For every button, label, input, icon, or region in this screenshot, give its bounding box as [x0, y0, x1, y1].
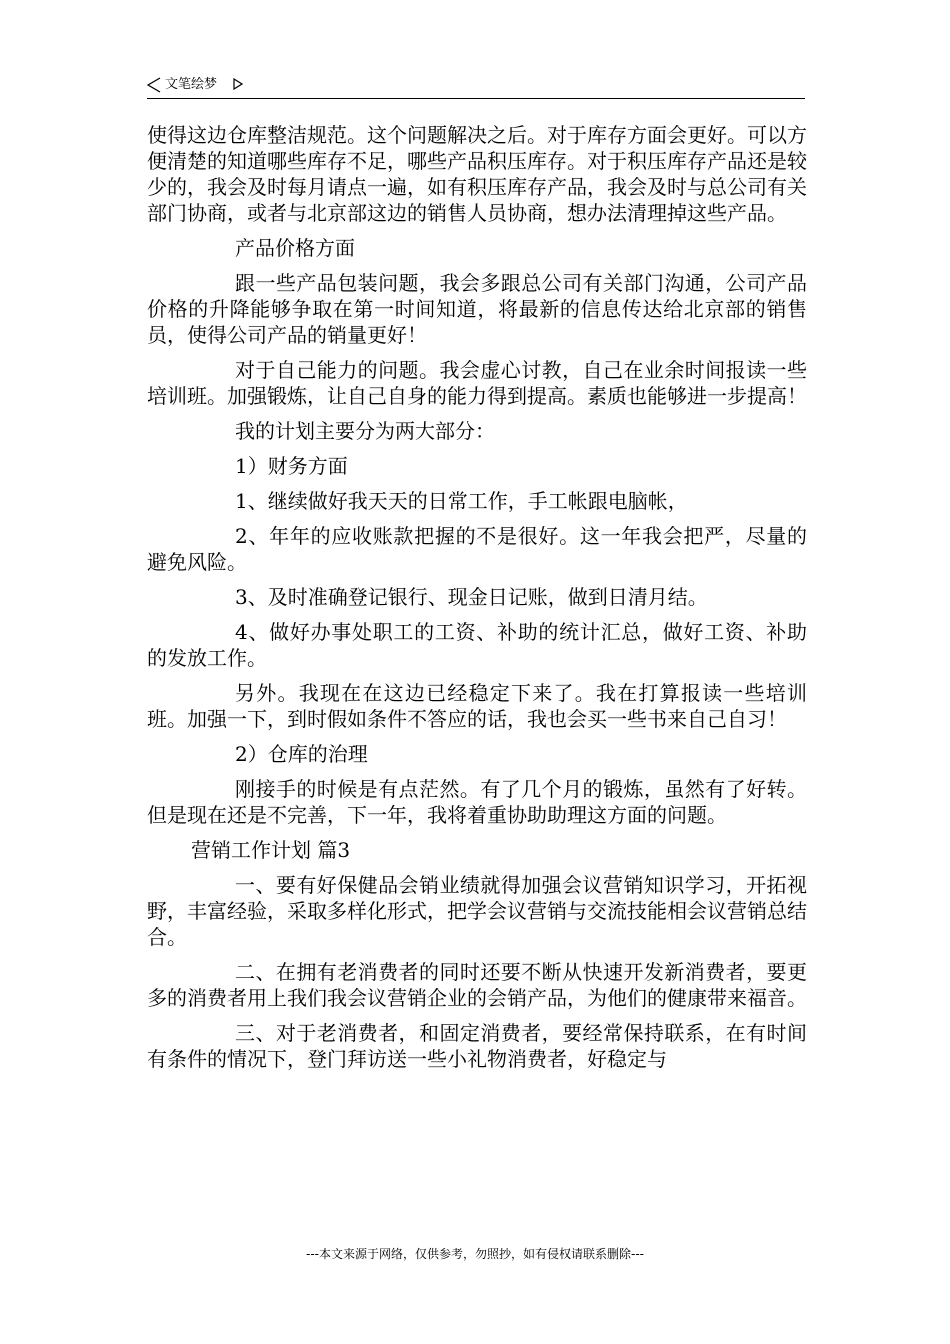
list-item: 2、年年的应收账款把握的不是很好。这一年我会把严，尽量的避免风险。: [147, 524, 807, 574]
page-header: [147, 74, 805, 99]
section-title: 营销工作计划 篇3: [191, 838, 351, 862]
section-heading: 1）财务方面: [235, 454, 348, 478]
list-item: 3、及时准确登记银行、现金日记账，做到日清月结。: [235, 585, 708, 609]
header-title: 文笔绘梦: [165, 77, 218, 92]
list-item: 1、继续做好我天天的日常工作，手工帐跟电脑帐，: [235, 489, 688, 513]
paragraph: 跟一些产品包装问题，我会多跟总公司有关部门沟通，公司产品价格的升降能够争取在第一时间知道，将最新的信息传达给北京部的销售员，使得公司产品的销量更好！: [147, 271, 807, 347]
paragraph: 一、要有好保健品会销业绩就得加强会议营销知识学习，开拓视野，丰富经验，采取多样化形式，把学会议营销与交流技能相会议营销总结合。: [147, 873, 807, 949]
section-heading: 产品价格方面: [235, 236, 355, 260]
paragraph: 使得这边仓库整洁规范。这个问题解决之后。对于库存方面会更好。可以方便清楚的知道哪些库存不足，哪些产品积压库存。对于积压库存产品还是较少的，我会及时每月请点一遍，如有积压库存产品，我会及时与总公司有关部门协商，或者与北京部这边的销售人员协商，想办法清理掉这些产品。: [147, 123, 807, 225]
paragraph: 刚接手的时候是有点茫然。有了几个月的锻炼，虽然有了好转。但是现在还是不完善，下一年，我将着重协助助理这方面的问题。: [147, 777, 807, 827]
paragraph: 对于自己能力的问题。我会虚心讨教，自己在业余时间报读一些培训班。加强锻炼，让自己自身的能力得到提高。素质也能够进一步提高！: [147, 358, 807, 408]
section-heading: 2）仓库的治理: [235, 742, 368, 766]
paragraph: 另外。我现在在这边已经稳定下来了。我在打算报读一些培训班。加强一下，到时假如条件不答应的话，我也会买一些书来自己自习！: [147, 681, 807, 731]
paragraph: 三、对于老消费者，和固定消费者，要经常保持联系，在有时间有条件的情况下，登门拜访送一些小礼物消费者，好稳定与: [147, 1021, 807, 1071]
paragraph: 二、在拥有老消费者的同时还要不断从快速开发新消费者，要更多的消费者用上我们我会议营销企业的会销产品，为他们的健康带来福音。: [147, 960, 807, 1010]
paragraph: 我的计划主要分为两大部分：: [235, 419, 495, 443]
page-footer: ---本文来源于网络，仅供参考，勿照抄，如有侵权请联系删除---: [306, 1247, 644, 1261]
triangle-right-icon: [233, 78, 243, 90]
list-item: 4、做好办事处职工的工资、补助的统计汇总，做好工资、补助的发放工作。: [147, 620, 807, 670]
document-body: [147, 122, 807, 1081]
triangle-left-icon: [147, 77, 161, 93]
